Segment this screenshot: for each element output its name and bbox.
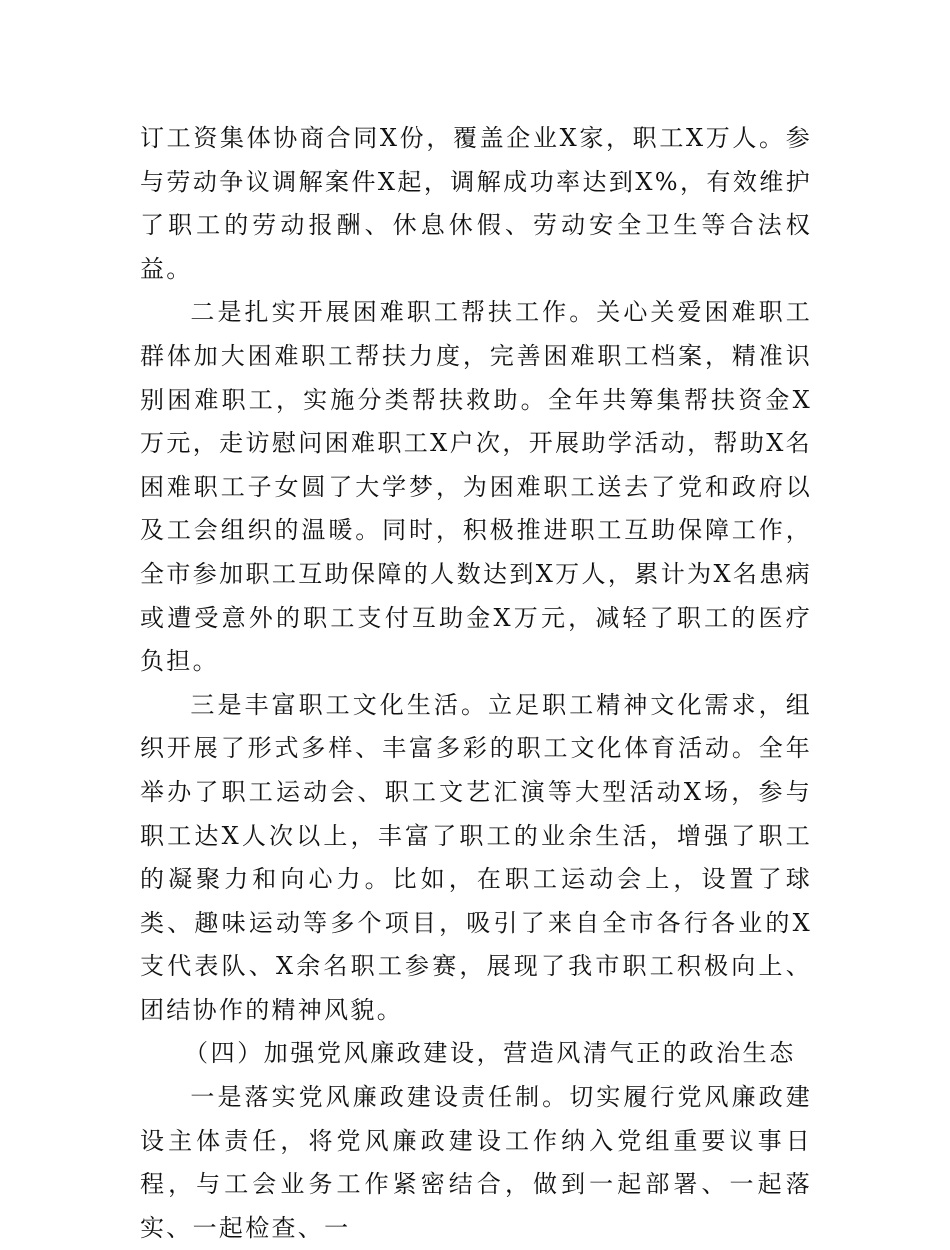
paragraph-continued: 订工资集体协商合同X份，覆盖企业X家，职工X万人。参与劳动争议调解案件X起，调解成功率达到X%，有效维护了职工的劳动报酬、休息休假、劳动安全卫生等合法权益。 <box>140 124 812 283</box>
section-heading: （四）加强党风廉政建设，营造风清气正的政治生态 <box>184 1039 796 1068</box>
paragraph-party-conduct: 一是落实党风廉政建设责任制。切实履行党风廉政建设主体责任，将党风廉政建设工作纳入党组重要议事日程，与工会业务工作紧密结合，做到一起部署、一起落实、一起检查、一 <box>140 1083 812 1242</box>
paragraph-hardship-support: 二是扎实开展困难职工帮扶工作。关心关爱困难职工群体加大困难职工帮扶力度，完善困难职工档案，精准识别困难职工，实施分类帮扶救助。全年共筹集帮扶资金X万元，走访慰问困难职工X户次，开展助学活动，帮助X名困难职工子女圆了大学梦，为困难职工送去了党和政府以及工会组织的温暖。同时，积极推进职工互助保障工作，全市参加职工互助保障的人数达到X万人，累计为X名患病或遭受意外的职工支付互助金X万元，减轻了职工的医疗负担。 <box>140 298 812 676</box>
document-body <box>140 117 812 1250</box>
paragraph-cultural-life: 三是丰富职工文化生活。立足职工精神文化需求，组织开展了形式多样、丰富多彩的职工文化体育活动。全年举办了职工运动会、职工文艺汇演等大型活动X场，参与职工达X人次以上，丰富了职工的业余生活，增强了职工的凝聚力和向心力。比如，在职工运动会上，设置了球类、趣味运动等多个项目，吸引了来自全市各行各业的X支代表队、X余名职工参赛，展现了我市职工积极向上、团结协作的精神风貌。 <box>140 690 812 1024</box>
